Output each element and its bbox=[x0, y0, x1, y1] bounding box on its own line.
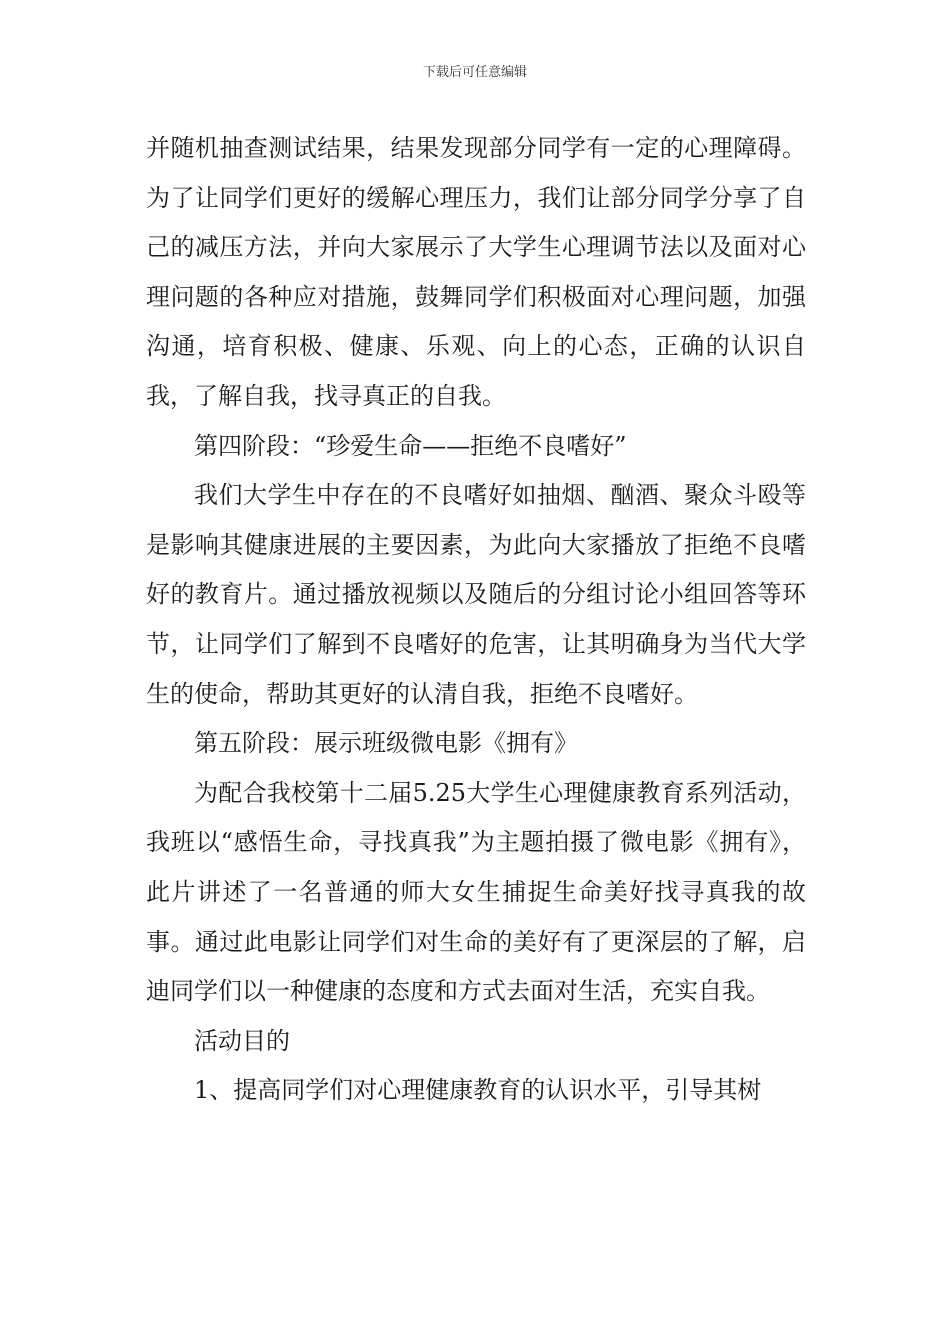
paragraph-purpose-item-1: 1、提高同学们对心理健康教育的认识水平，引导其树 bbox=[194, 1076, 762, 1105]
paragraph-stage-four: 我们大学生中存在的不良嗜好如抽烟、酗酒、聚众斗殴等是影响其健康进展的主要因素，为此向大家播放了拒绝不良嗜好的教育片。通过播放视频以及随后的分组讨论小组回答等环节，让同学们了解到不良嗜好的危害，让其明确身为当代大学生的使命，帮助其更好的认清自我，拒绝不良嗜好。 bbox=[146, 481, 806, 708]
paragraph-stage-five: 为配合我校第十二届5.25大学生心理健康教育系列活动，我班以“感悟生命，寻找真我”为主题拍摄了微电影《拥有》，此片讲述了一名普通的师大女生捕捉生命美好找寻真我的故事。通过此电影让同学们对生命的美好有了更深层的了解，启迪同学们以一种健康的态度和方式去面对生活，充实自我。 bbox=[146, 778, 806, 1006]
document-body bbox=[146, 124, 806, 1116]
paragraph-continued-text: 并随机抽查测试结果，结果发现部分同学有一定的心理障碍。为了让同学们更好的缓解心理压力，我们让部分同学分享了自己的减压方法，并向大家展示了大学生心理调节法以及面对心理问题的各种应对措施，鼓舞同学们积极面对心理问题，加强沟通，培育积极、健康、乐观、向上的心态，正确的认识自我，了解自我，找寻真正的自我。 bbox=[146, 134, 806, 410]
page-header-note: 下载后可任意编辑 bbox=[422, 65, 527, 80]
section-heading-stage-four: 第四阶段：“珍爱生命——拒绝不良嗜好” bbox=[194, 431, 627, 460]
section-heading-activity-purpose: 活动目的 bbox=[194, 1026, 290, 1055]
section-heading-stage-five: 第五阶段：展示班级微电影《拥有》 bbox=[194, 729, 578, 758]
